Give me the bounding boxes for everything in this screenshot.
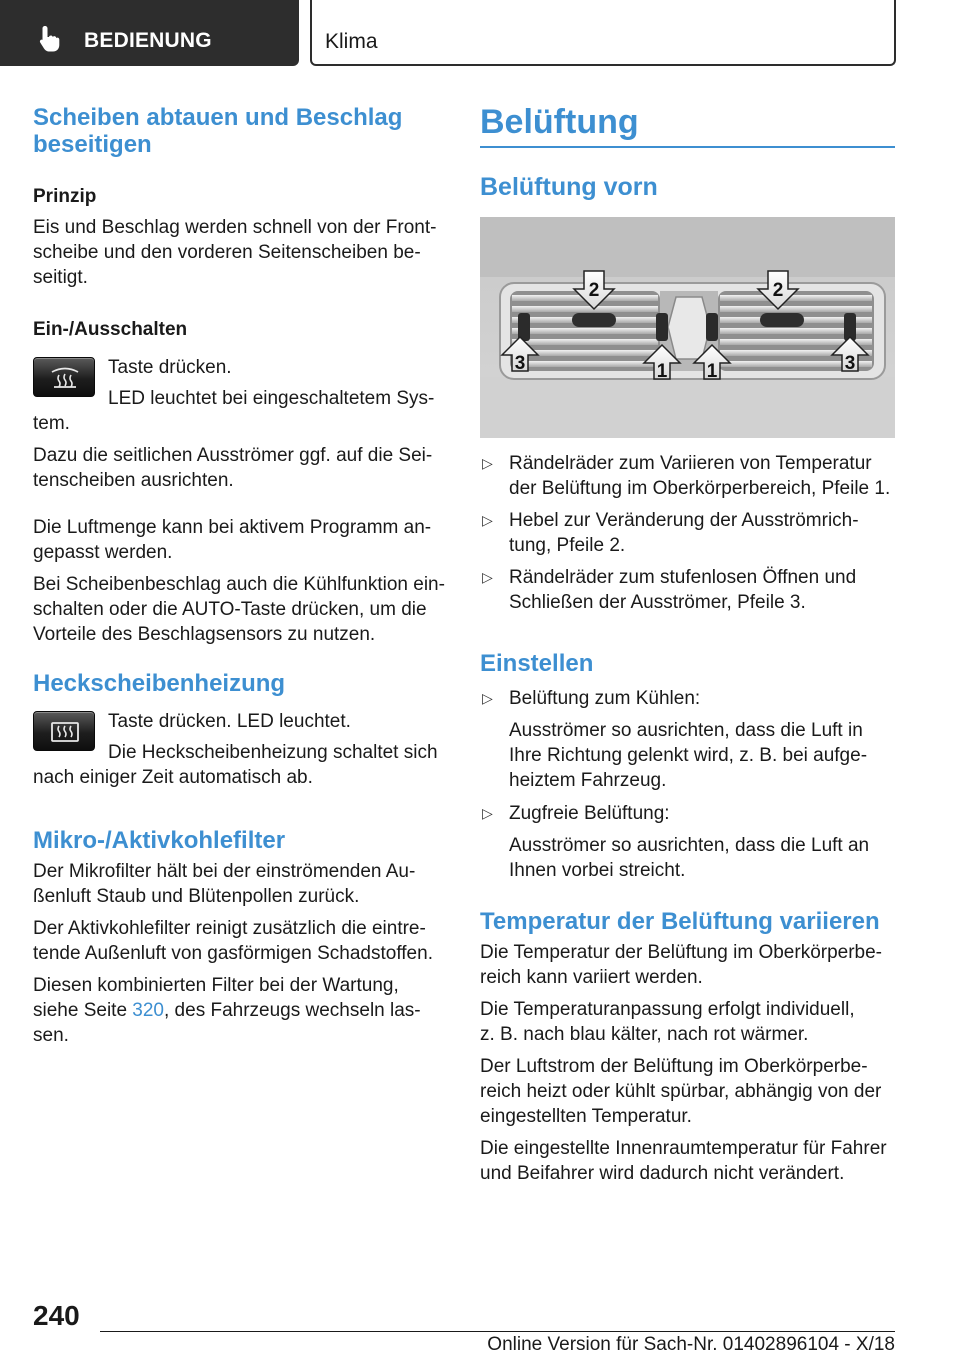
ventilation-title: Belüftung (480, 103, 639, 141)
side-line2: tenscheiben ausrichten. (33, 470, 234, 491)
list2-item2-line1: Zugfreie Belüftung: (509, 803, 670, 824)
temp-p1-line2: reich kann variiert werden. (480, 967, 703, 988)
rear-title: Heckscheibenheizung (33, 670, 286, 697)
header-chapter-box (310, 0, 896, 66)
airflow-line2: gepasst werden. (33, 542, 173, 563)
onoff-heading: Ein-/Ausschalten (33, 319, 188, 340)
filter-title: Mikro-/Aktivkohlefilter (33, 827, 286, 854)
rear-step1: Taste drücken. LED leuchtet. (108, 711, 351, 732)
ventilation-title-rule (480, 146, 895, 148)
vent-label-1-left: 1 (656, 361, 668, 382)
footer-rule (100, 1331, 895, 1332)
header-chapter-title: Klima (325, 30, 378, 53)
prinzip-line2: scheibe und den vorderen Seitenscheiben be- (33, 242, 421, 263)
prinzip-heading: Prinzip (33, 186, 97, 207)
filter-p2-line1: Der Aktivkohlefilter reinigt zusätzlich die eintre- (33, 918, 426, 939)
temp-p1-line1: Die Temperatur der Belüftung im Oberkörperbe- (480, 942, 883, 963)
list2-item2-line3: Ihnen vorbei streicht. (509, 860, 686, 881)
bullet-1: ▷ (482, 455, 493, 471)
rear-step2b: nach einiger Zeit automatisch ab. (33, 767, 313, 788)
fog-line2: schalten oder die AUTO-Taste drücken, um die (33, 599, 427, 620)
airflow-line1: Die Luftmenge kann bei aktivem Programm an- (33, 517, 432, 538)
header-section-tab (0, 0, 299, 66)
filter-p3-prefix: siehe Seite (33, 1000, 133, 1021)
bullet-2: ▷ (482, 512, 493, 528)
onoff-step1: Taste drücken. (108, 357, 232, 378)
hand-pointer-icon (36, 24, 66, 54)
filter-p2-line2: tende Außenluft von gasförmigen Schadstoffen. (33, 943, 433, 964)
fog-line3: Vorteile des Beschlagsensors zu nutzen. (33, 624, 376, 645)
bullet-4: ▷ (482, 690, 493, 706)
temp-p2-line2: z. B. nach blau kälter, nach rot wärmer. (480, 1024, 809, 1045)
list1-item2-line1: Hebel zur Veränderung der Ausströmrich- (509, 510, 859, 531)
list1-item1-line1: Rändelräder zum Variieren von Temperatur (509, 453, 872, 474)
list2-item1-line1: Belüftung zum Kühlen: (509, 688, 701, 709)
vent-label-3-right: 3 (844, 353, 856, 374)
list2-item1-line4: heiztem Fahrzeug. (509, 770, 667, 791)
filter-p3-line1: Diesen kombinierten Filter bei der Wartung, (33, 975, 399, 996)
rear-step2: Die Heckscheibenheizung schaltet sich (108, 742, 438, 763)
front-ventilation-title: Belüftung vorn (480, 173, 658, 201)
list1-item3-line2: Schließen der Ausströmer, Pfeile 3. (509, 592, 806, 613)
vent-label-2-left: 2 (588, 280, 600, 301)
temp-p4-line2: und Beifahrer wird dadurch nicht verändert. (480, 1163, 845, 1184)
vent-label-3-left: 3 (514, 353, 526, 374)
adjust-title: Einstellen (480, 650, 594, 677)
header-section-title: BEDIENUNG (84, 29, 212, 52)
temp-p2-line1: Die Temperaturanpassung erfolgt individuell, (480, 999, 855, 1020)
filter-p1-line1: Der Mikrofilter hält bei der einströmenden Au- (33, 861, 416, 882)
list2-item1-line3: Ihre Richtung gelenkt wird, z. B. bei aufge- (509, 745, 868, 766)
vent-label-2-right: 2 (772, 280, 784, 301)
list2-item1-line2: Ausströmer so ausrichten, dass die Luft in (509, 720, 863, 741)
filter-p3-suffix: , des Fahrzeugs wechseln las- (164, 1000, 421, 1021)
side-line1: Dazu die seitlichen Ausströmer ggf. auf die Sei- (33, 445, 433, 466)
temp-p3-line3: eingestellten Temperatur. (480, 1106, 692, 1127)
bullet-3: ▷ (482, 569, 493, 585)
page-320-link[interactable]: 320 (132, 1000, 164, 1021)
onoff-step2: LED leuchtet bei eingeschaltetem Sys- (108, 388, 435, 409)
defrost-title-line1: Scheiben abtauen und Beschlag (33, 104, 403, 131)
filter-p1-line2: ßenluft Staub und Blütenpollen zurück. (33, 886, 360, 907)
vent-label-1-right: 1 (706, 361, 718, 382)
front-defrost-icon (50, 366, 80, 390)
bullet-5: ▷ (482, 805, 493, 821)
filter-p3-line2 (33, 998, 421, 1023)
front-defrost-button-icon (33, 357, 95, 397)
list2-item2-line2: Ausströmer so ausrichten, dass die Luft an (509, 835, 870, 856)
temp-title: Temperatur der Belüftung variieren (480, 908, 880, 935)
prinzip-line1: Eis und Beschlag werden schnell von der Front- (33, 217, 437, 238)
temp-p3-line1: Der Luftstrom der Belüftung im Oberkörperbe- (480, 1056, 868, 1077)
defrost-title-line2: beseitigen (33, 131, 152, 158)
temp-p4-line1: Die eingestellte Innenraumtemperatur für Fahrer (480, 1138, 887, 1159)
footer-online-version: Online Version für Sach-Nr. 01402896104 - X/18 (487, 1334, 895, 1355)
fog-line1: Bei Scheibenbeschlag auch die Kühlfunktion ein- (33, 574, 445, 595)
onoff-step2b: tem. (33, 413, 70, 434)
prinzip-line3: seitigt. (33, 267, 88, 288)
list1-item1-line2: der Belüftung im Oberkörperbereich, Pfeile 1. (509, 478, 891, 499)
list1-item2-line2: tung, Pfeile 2. (509, 535, 626, 556)
vent-illustration (480, 217, 895, 438)
filter-p3-line3: sen. (33, 1025, 69, 1046)
temp-p3-line2: reich heizt oder kühlt spürbar, abhängig von der (480, 1081, 882, 1102)
list1-item3-line1: Rändelräder zum stufenlosen Öffnen und (509, 567, 857, 588)
rear-defrost-button-icon (33, 711, 95, 751)
page-number: 240 (33, 1300, 80, 1331)
rear-defrost-icon (50, 720, 80, 744)
